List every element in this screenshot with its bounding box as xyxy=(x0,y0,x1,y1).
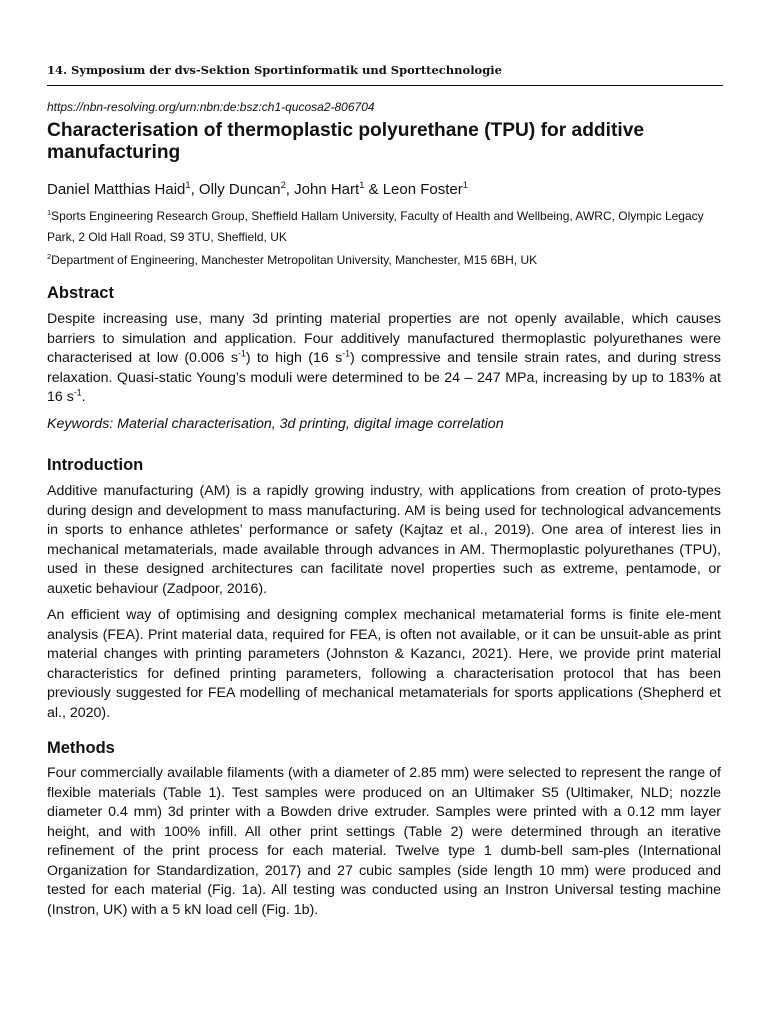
affiliation-mark: 1 xyxy=(185,180,191,190)
abstract-heading: Abstract xyxy=(47,284,114,302)
superscript: -1 xyxy=(73,387,82,398)
author-separator: & xyxy=(364,181,383,198)
running-header: 14. Symposium der dvs-Sektion Sportinformatik und Sporttechnologie xyxy=(47,63,723,86)
urn-link[interactable]: https://nbn-resolving.org/urn:nbn:de:bsz:ch1-qucosa2-806704 xyxy=(47,100,375,114)
methods-heading: Methods xyxy=(47,739,115,757)
affiliation-mark: 2 xyxy=(280,180,286,190)
author-separator: , xyxy=(285,181,295,198)
introduction-paragraph-2: An efficient way of optimising and designing complex mechanical metamaterial forms is finite ele-ment analysis (FEA). Print material data, required for FEA, is often not available, or it can be unsuit-able as print material changes with printing parameters (Johnston & Kazancı, 2021). Here, we provide print material characteristics for defined printing parameters, following a characterisation protocol that has been previously suggested for FEA modelling of mechanical metamaterials for sports applications (Shepherd et al., 2020). xyxy=(47,607,721,721)
affiliation-2 xyxy=(47,250,723,271)
affiliation-mark: 1 xyxy=(47,208,52,217)
author-name: John Hart xyxy=(294,181,360,198)
keywords: Keywords: Material characterisation, 3d printing, digital image correlation xyxy=(47,416,504,432)
affiliation-1 xyxy=(47,206,723,248)
affiliation-text: Department of Engineering, Manchester Metropolitan University, Manchester, M15 6BH, UK xyxy=(51,253,538,267)
affiliation-mark: 1 xyxy=(462,180,468,190)
author-name: Olly Duncan xyxy=(198,181,281,198)
methods-paragraph-1: Four commercially available filaments (with a diameter of 2.85 mm) were selected to represent the range of flexible materials (Table 1). Test samples were produced on an Ultimaker S5 (Ultimaker, NLD; nozzle diameter 0.4 mm) 3d printer with a Bowden drive extruder. Samples were printed with a 0.12 mm layer height, and with 100% infill. All other print settings (Table 2) were determined through an iterative refinement of the print process for each material. Twelve type 1 dumb-bell sam-ples (International Organization for Standardization, 2017) and 27 cubic samples (side length 10 mm) were produced and tested for each material (Fig. 1a). All testing was conducted using an Instron Universal testing machine (Instron, UK) with a 5 kN load cell (Fig. 1b). xyxy=(47,765,721,918)
affiliation-text: Sports Engineering Research Group, Sheffield Hallam University, Faculty of Health and Wellbeing, AWRC, Olympic Legacy Park, 2 Old Hall Road, S9 3TU, Sheffield, UK xyxy=(47,209,704,244)
abstract-text: ) compressive and tensile strain rates, and during stress relaxation. Quasi-static Young’s moduli were determined to be 24 – 247 MPa, increasing by up to 183% at 16 s xyxy=(47,350,721,405)
paper-title: Characterisation of thermoplastic polyurethane (TPU) for additive manufacturing xyxy=(47,120,645,163)
affiliation-mark: 1 xyxy=(359,180,365,190)
author-separator: , xyxy=(190,181,199,198)
affiliation-mark: 2 xyxy=(47,252,52,261)
abstract-paragraph xyxy=(47,310,721,408)
abstract-text: ) to high (16 s xyxy=(245,350,343,366)
abstract-text: Despite increasing use, many 3d printing material properties are not openly available, which causes barriers to simulation and application. Four additively manufactured thermoplastic polyurethanes were characterised at low (0.006 s xyxy=(47,311,721,366)
author-name: Daniel Matthias Haid xyxy=(47,181,186,198)
superscript: -1 xyxy=(342,348,351,359)
author-list xyxy=(47,181,468,198)
introduction-paragraph-1: Additive manufacturing (AM) is a rapidly growing industry, with applications from creation of proto-types during design and development to mass manufacturing. AM is being used for technological advancements in sports to enhance athletes’ performance or safety (Kajtaz et al., 2019). One area of interest lies in mechanical metamaterials, made available through advances in AM. Thermoplastic polyurethanes (TPU), used in these designed architectures can facilitate novel properties such as extreme, pentamode, or auxetic behaviour (Zadpoor, 2016). xyxy=(47,483,721,597)
superscript: -1 xyxy=(238,348,246,359)
introduction-heading: Introduction xyxy=(47,456,144,474)
author-name: Leon Foster xyxy=(382,181,463,198)
abstract-text: . xyxy=(81,389,86,405)
